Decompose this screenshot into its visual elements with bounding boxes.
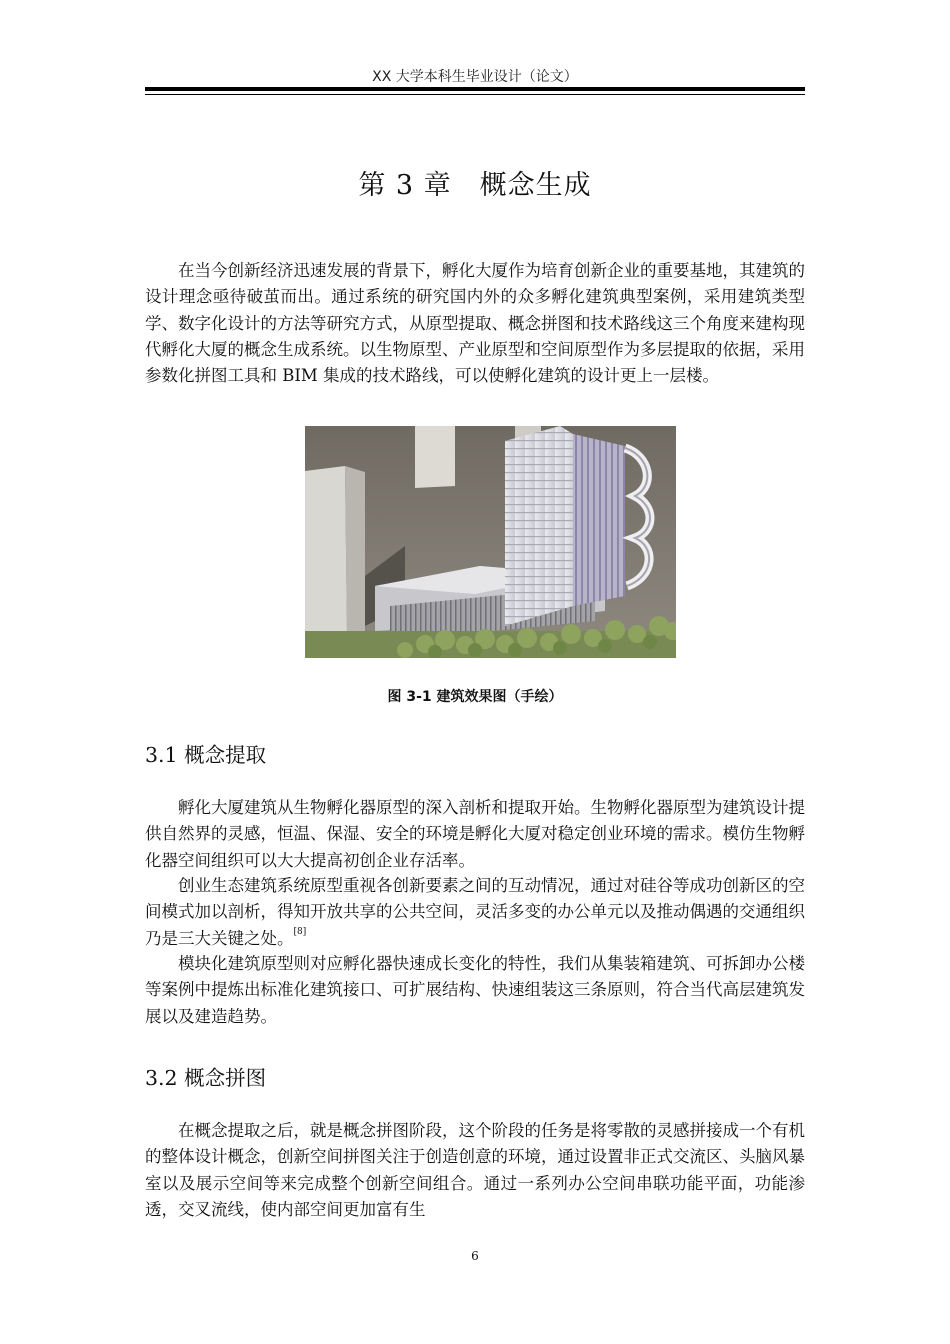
section-title-3-1: 3.1 概念提取 (145, 743, 267, 767)
figure-caption: 图 3-1 建筑效果图（手绘） (387, 689, 563, 705)
building-rendering-figure (305, 426, 676, 658)
section-1-paragraph-1: 孵化大厦建筑从生物孵化器原型的深入剖析和提取开始。生物孵化器原型为建筑设计提供自然界的灵感，恒温、保湿、安全的环境是孵化大厦对稳定创业环境的需求。模仿生物孵化器空间组织可以大大提高初创企业存活率。 (145, 798, 805, 870)
header-rule-thick (145, 87, 805, 91)
building-rendering-image (305, 426, 676, 658)
section-1-paragraph-2-text: 创业生态建筑系统原型重视各创新要素之间的互动情况，通过对硅谷等成功创新区的空间模式加以剖析，得知开放共享的公共空间，灵活多变的办公单元以及推动偶遇的交通组织乃是三大关键之处。 (145, 876, 805, 948)
section-title-3-2: 3.2 概念拼图 (145, 1066, 267, 1090)
citation-reference: [8] (293, 926, 307, 937)
running-header: XX 大学本科生毕业设计（论文） (372, 69, 578, 85)
section-2-paragraph-1: 在概念提取之后，就是概念拼图阶段，这个阶段的任务是将零散的灵感拼接成一个有机的整体设计概念，创新空间拼图关注于创造创意的环境，通过设置非正式交流区、头脑风暴室以及展示空间等来完成整个创新空间组合。通过一系列办公空间串联功能平面，功能渗透，交叉流线，使内部空间更加富有生 (145, 1121, 805, 1219)
chapter-title: 第 3 章 概念生成 (358, 170, 592, 201)
section-1-paragraph-3: 模块化建筑原型则对应孵化器快速成长变化的特性，我们从集装箱建筑、可拆卸办公楼等案例中提炼出标准化建筑接口、可扩展结构、快速组装这三条原则，符合当代高层建筑发展以及建造趋势。 (145, 954, 805, 1026)
section-1-paragraph-2 (145, 873, 805, 952)
intro-paragraph: 在当今创新经济迅速发展的背景下，孵化大厦作为培育创新企业的重要基地，其建筑的设计理念亟待破茧而出。通过系统的研究国内外的众多孵化建筑典型案例，采用建筑类型学、数字化设计的方法等研究方式，从原型提取、概念拼图和技术路线这三个角度来建构现代孵化大厦的概念生成系统。以生物原型、产业原型和空间原型作为多层提取的依据，采用参数化拼图工具和 BIM 集成的技术路线，可以使孵化建筑的设计更上一层楼。 (145, 261, 805, 386)
page-number: 6 (471, 1249, 479, 1263)
header-rule-thin (145, 94, 805, 95)
